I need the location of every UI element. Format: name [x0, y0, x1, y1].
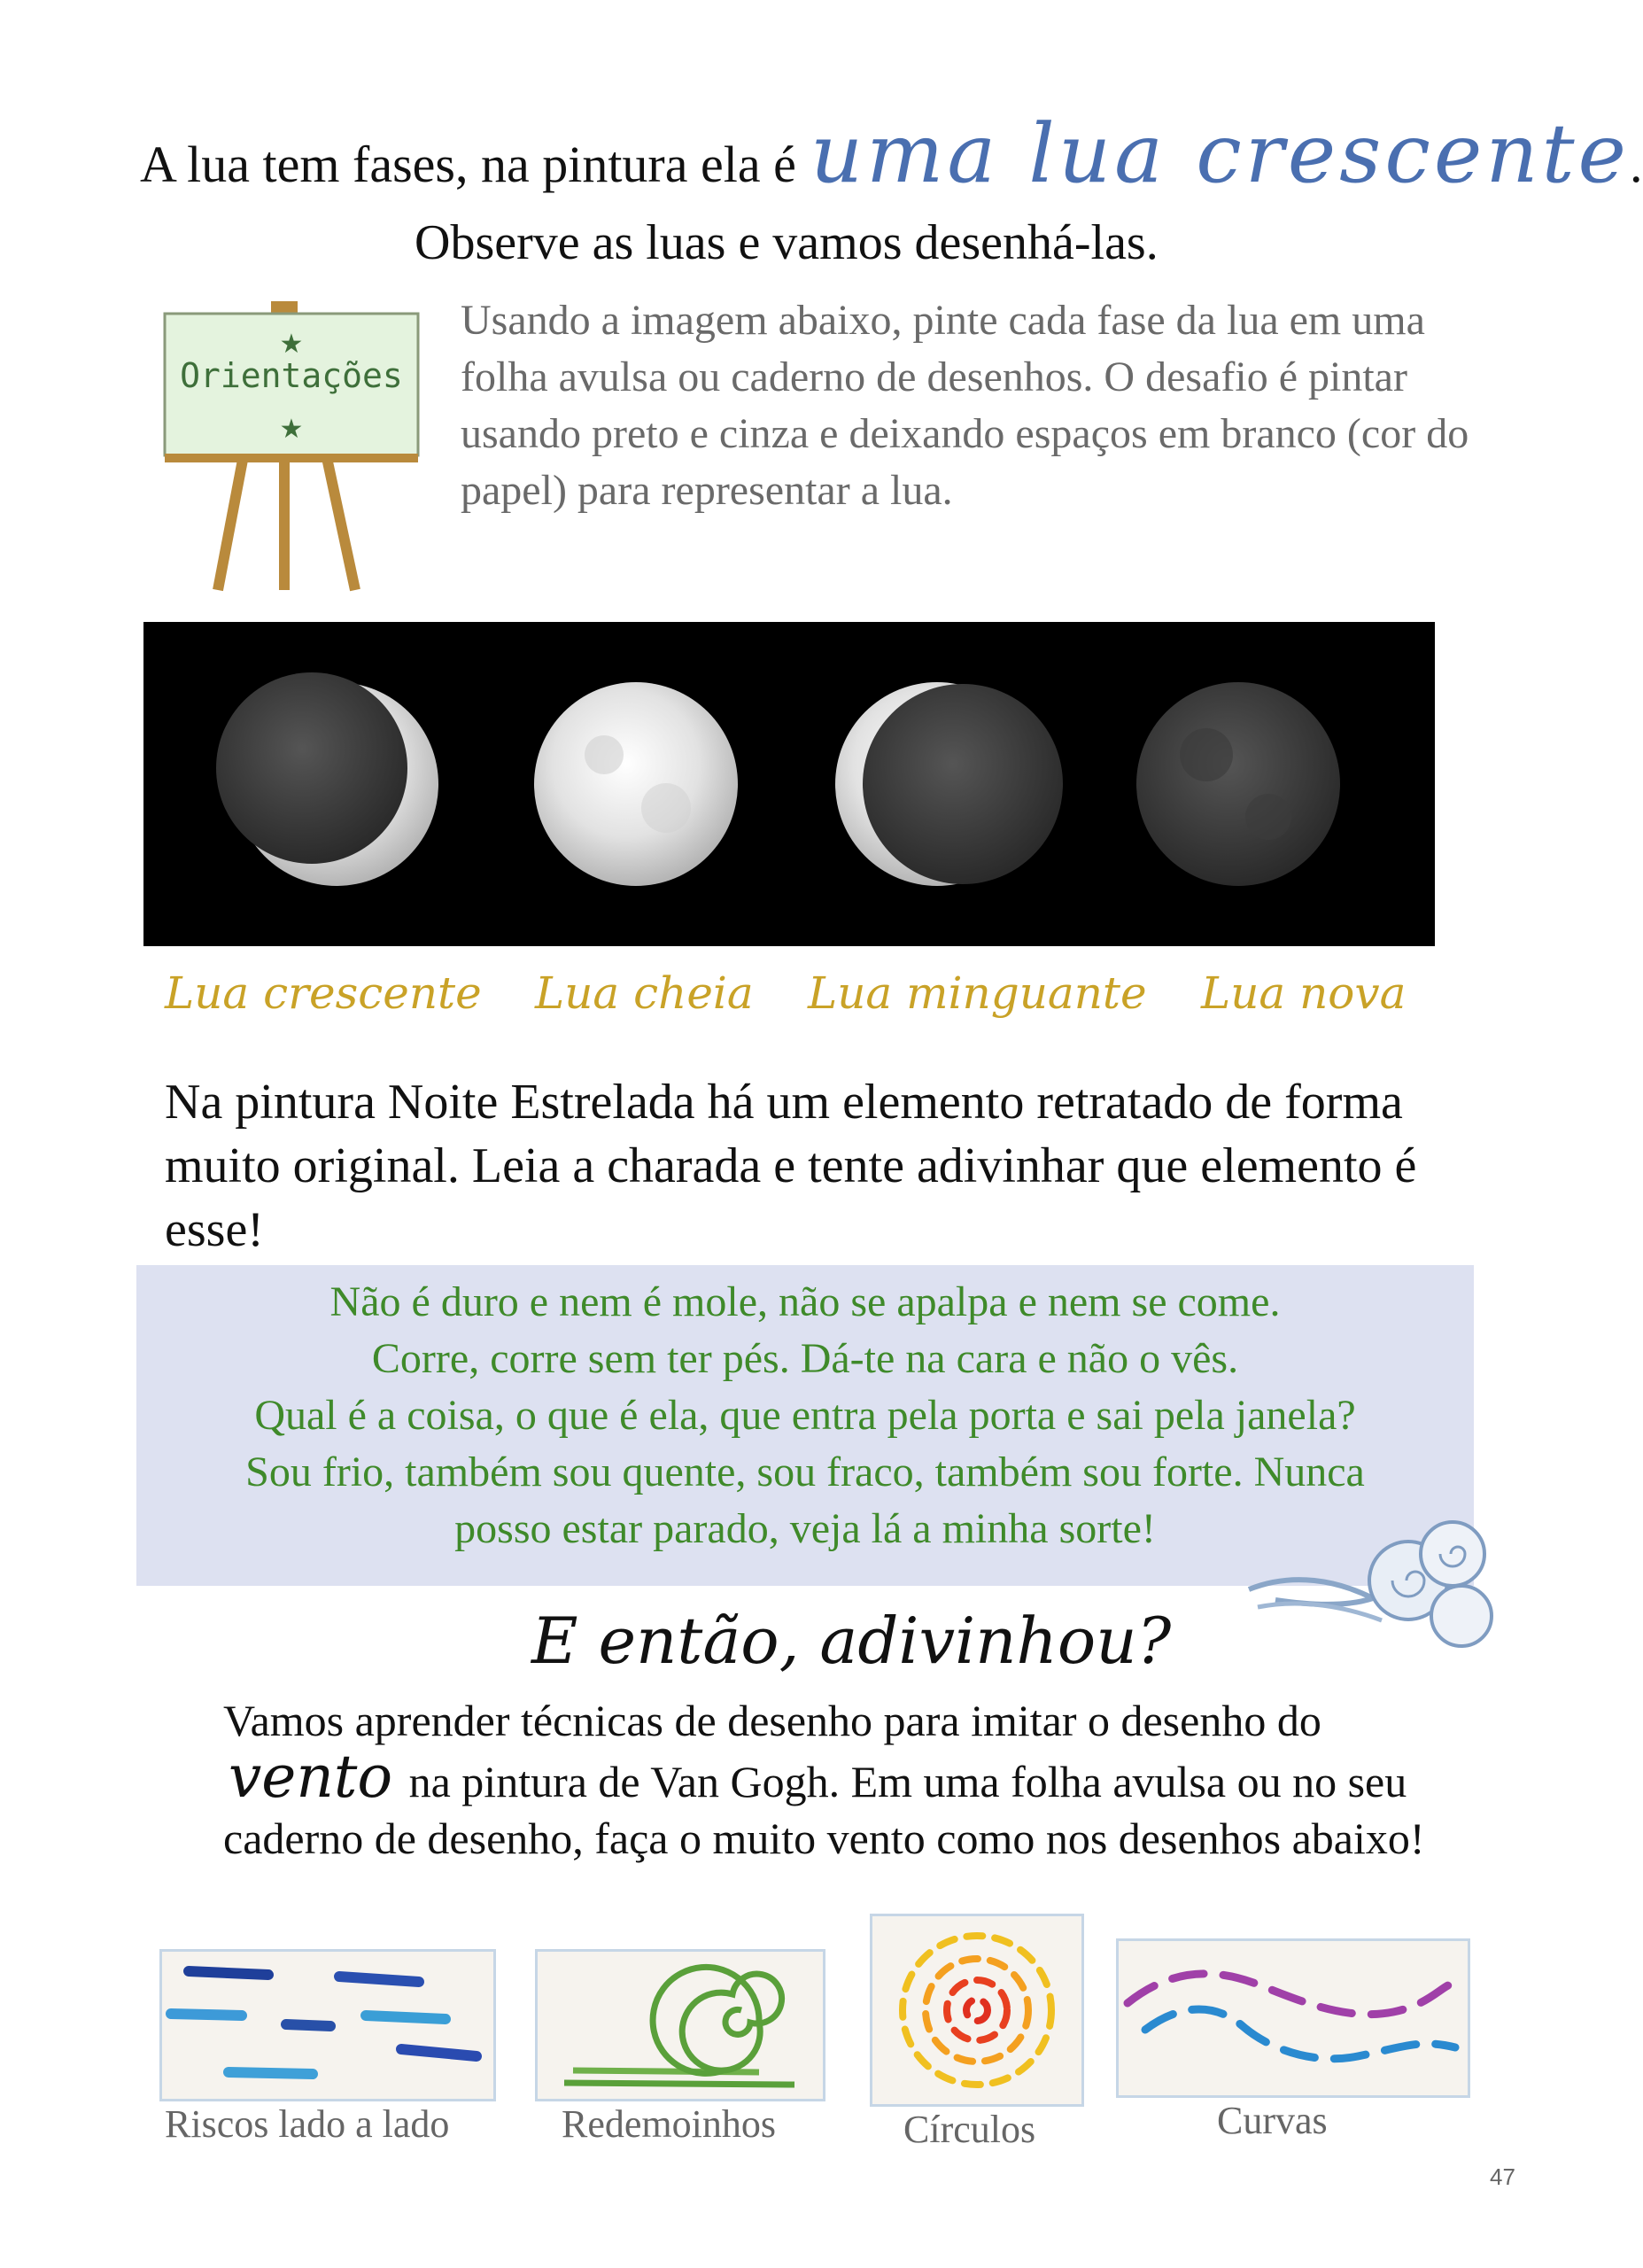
moon-phases-image	[143, 622, 1435, 946]
guess-prompt: E então, adivinhou?	[531, 1604, 1172, 1678]
technique-label-circulos: Círculos	[903, 2108, 1036, 2151]
moon-waning	[835, 682, 1063, 886]
orientation-sign-text: Orientações	[180, 356, 403, 395]
wind-cloud-icon	[1240, 1501, 1497, 1666]
moon-label-nova: Lua nova	[1201, 967, 1407, 1019]
moon-new	[1136, 682, 1340, 886]
wind-paragraph-after: na pintura de Van Gogh. Em uma folha avulsa ou no seu caderno de desenho, faça o muito vento como nos desenhos abaixo!	[223, 1757, 1425, 1863]
technique-image-curvas	[1116, 1938, 1470, 2098]
riddle-line: Sou frio, também sou quente, sou fraco, também sou forte. Nunca	[245, 1449, 1365, 1495]
heading-prefix: A lua tem fases, na pintura ela é	[140, 136, 796, 193]
svg-text:★: ★	[279, 330, 304, 359]
technique-image-redemoinhos	[535, 1949, 825, 2101]
moon-label-cheia: Lua cheia	[535, 967, 754, 1019]
technique-label-redemoinhos: Redemoinhos	[562, 2102, 776, 2146]
dashes-drawing	[162, 1952, 493, 2099]
subheading: Observe as luas e vamos desenhá-las.	[415, 215, 1159, 270]
riddle-line: posso estar parado, veja lá a minha sorte!	[454, 1505, 1156, 1552]
circles-drawing	[872, 1916, 1081, 2104]
moon-label-minguante: Lua minguante	[808, 967, 1147, 1019]
swirl-drawing	[538, 1952, 823, 2099]
riddle-line: Corre, corre sem ter pés. Dá-te na cara e não o vês.	[371, 1335, 1239, 1382]
riddle-intro: Na pintura Noite Estrelada há um elemento retratado de forma muito original. Leia a charada e tente adivinhar que elemento é esse!	[165, 1075, 1417, 1257]
wind-cloud-illustration	[1240, 1501, 1497, 1666]
riddle-line: Qual é a coisa, o que é ela, que entra pela porta e sai pela janela?	[254, 1392, 1356, 1439]
svg-text:★: ★	[279, 415, 304, 444]
wind-paragraph	[223, 1692, 1463, 1867]
page-number: 47	[1490, 2163, 1515, 2190]
moon-crescent	[216, 672, 438, 886]
heading-suffix: .	[1630, 136, 1643, 193]
wind-paragraph-word: vento	[229, 1743, 393, 1811]
instructions-text: Usando a imagem abaixo, pinte cada fase da lua em uma folha avulsa ou caderno de desenhos. O desafio é pintar usando preto e cinza e deixando espaços em branco (cor do papel) para representar a lua.	[461, 297, 1469, 514]
wind-paragraph-before: Vamos aprender técnicas de desenho para imitar o desenho do	[223, 1696, 1321, 1745]
heading-line	[140, 106, 1643, 201]
technique-label-curvas: Curvas	[1217, 2099, 1328, 2142]
easel-icon	[156, 298, 430, 599]
moon-phases-svg	[143, 622, 1435, 946]
curves-drawing	[1119, 1941, 1468, 2095]
technique-image-riscos	[159, 1949, 496, 2101]
technique-image-circulos	[870, 1914, 1084, 2107]
technique-label-riscos: Riscos lado a lado	[165, 2102, 450, 2146]
moon-full	[534, 682, 738, 886]
riddle-line: Não é duro e nem é mole, não se apalpa e nem se come.	[329, 1278, 1281, 1325]
heading-answer: uma lua crescente	[810, 106, 1630, 201]
moon-label-crescente: Lua crescente	[165, 967, 482, 1019]
easel-illustration	[156, 298, 430, 599]
